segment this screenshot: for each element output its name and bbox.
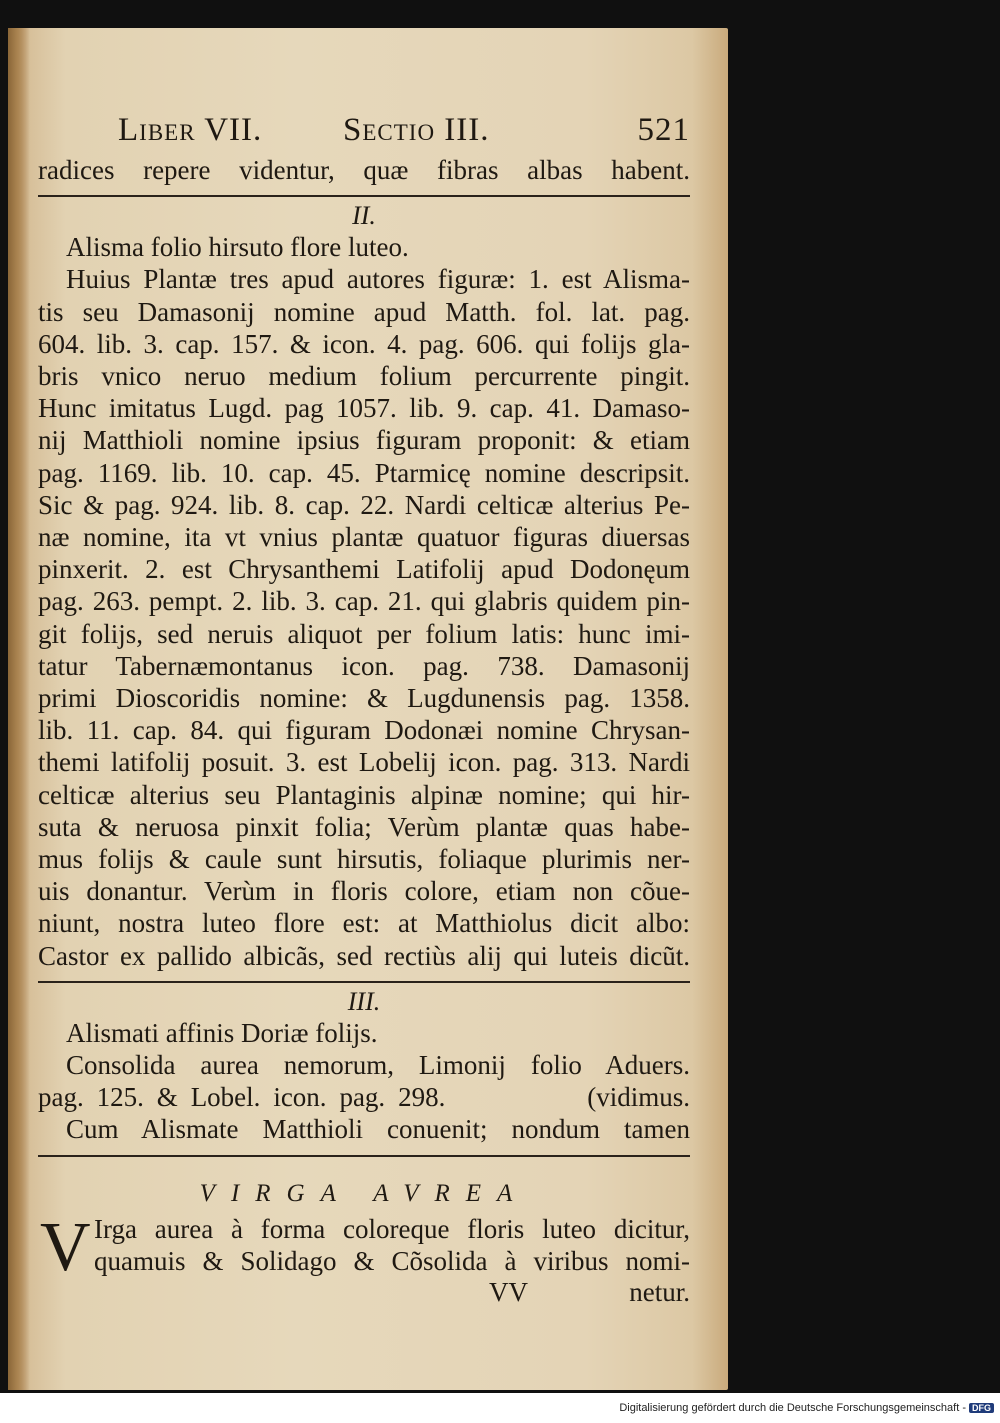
text-line: suta & neruosa pinxit folia; Verùm plantæ quas habe- [38, 811, 690, 842]
text-line: mus folijs & caule sunt hirsutis, foliaque plurimis ner- [38, 844, 690, 875]
text-line: primi Dioscoridis nomine: & Lugdunensis pag. 1358. [38, 683, 690, 714]
text-line: Cum Alismate Matthioli conuenit; nondum tamen [66, 1114, 690, 1145]
catch-line [38, 1277, 690, 1311]
text-line: 604. lib. 3. cap. 157. & icon. 4. pag. 606. qui folijs gla- [38, 328, 690, 359]
text-line: pag. 1169. lib. 10. cap. 45. Ptarmicę nomine descripsit. [38, 457, 690, 488]
text-line: lib. 11. cap. 84. qui figuram Dodonæi nomine Chrysan- [38, 715, 690, 746]
book-page [8, 28, 728, 1390]
catchword: VV [489, 1277, 528, 1308]
text-line: tatur Tabernæmontanus icon. pag. 738. Damasonij [38, 650, 690, 681]
text-line: Consolida aurea nemorum, Limonij folio Aduers. [66, 1050, 690, 1081]
section-heading: II. [352, 201, 376, 231]
text-line: bris vnico neruo medium folium percurrente pingit. [38, 361, 690, 392]
section-heading: III. [347, 986, 381, 1016]
virga-paragraph [38, 1208, 690, 1286]
text-line: pag. 125. & Lobel. icon. pag. 298. (vidimus. [38, 1082, 690, 1113]
credit-text: Digitalisierung gefördert durch die Deutsche Forschungsgemeinschaft - [619, 1402, 966, 1414]
text-line: quamuis & Solidago & Cõsolida à viribus nomi- [94, 1245, 690, 1276]
section2-body [38, 263, 690, 971]
text-line: Castor ex pallido albicãs, sed rectiùs alij qui luteis dicũt. [38, 940, 690, 971]
section-title: Alisma folio hirsuto flore luteo. [66, 232, 409, 263]
text-line: git folijs, sed neruis aliquot per folium latis: hunc imi- [38, 618, 690, 649]
running-head [38, 112, 690, 154]
text-line: næ nomine, ita vt vnius plantæ quatuor figuras diuersas [38, 522, 690, 553]
section3-body [38, 1049, 690, 1146]
text-block [38, 112, 690, 1311]
page-number: 521 [637, 112, 690, 148]
text-line: Hunc imitatus Lugd. pag 1057. lib. 9. cap. 41. Damaso- [38, 393, 690, 424]
text-line: pag. 263. pempt. 2. lib. 3. cap. 21. qui glabris quidem pin- [38, 586, 690, 617]
text-line: celticæ alterius seu Plantaginis alpinæ nomine; qui hir- [38, 779, 690, 810]
text-line: Huius Plantæ tres apud autores figuræ: 1. est Alisma- [66, 264, 690, 295]
book-label: Liber VII. [118, 112, 263, 148]
text-line: Irga aurea à forma coloreque floris luteo dicitur, [94, 1213, 690, 1244]
dfg-logo: DFG [969, 1403, 994, 1413]
text-line: pinxerit. 2. est Chrysanthemi Latifolij apud Dodonęum [38, 554, 690, 585]
last-word: netur. [629, 1277, 690, 1308]
section-label: Sectio III. [343, 112, 490, 148]
text-line: niunt, nostra luteo flore est: at Matthiolus dicit albo: [38, 908, 690, 939]
drop-cap: V [40, 1208, 91, 1286]
page-gutter-edge [8, 28, 30, 1390]
text-line: uis donantur. Verùm in floris colore, etiam non cõue- [38, 876, 690, 907]
text-line: themi latifolij posuit. 3. est Lobelij icon. pag. 313. Nardi [38, 747, 690, 778]
section-divider [38, 1155, 690, 1157]
section-divider [38, 981, 690, 983]
section-title: Alismati affinis Doriæ folijs. [66, 1017, 378, 1048]
section-divider [38, 195, 690, 197]
digitization-credit [619, 1402, 994, 1414]
top-line: radices repere videntur, quæ fibras albas habent. [38, 155, 690, 185]
text-line: Sic & pag. 924. lib. 8. cap. 22. Nardi celticæ alterius Pe- [38, 489, 690, 520]
text-line: tis seu Damasonij nomine apud Matth. fol. lat. pag. [38, 296, 690, 327]
text-line: nij Matthioli nomine ipsius figuram proponit: & etiam [38, 425, 690, 456]
virga-heading: VIRGA AVREA [199, 1179, 529, 1207]
